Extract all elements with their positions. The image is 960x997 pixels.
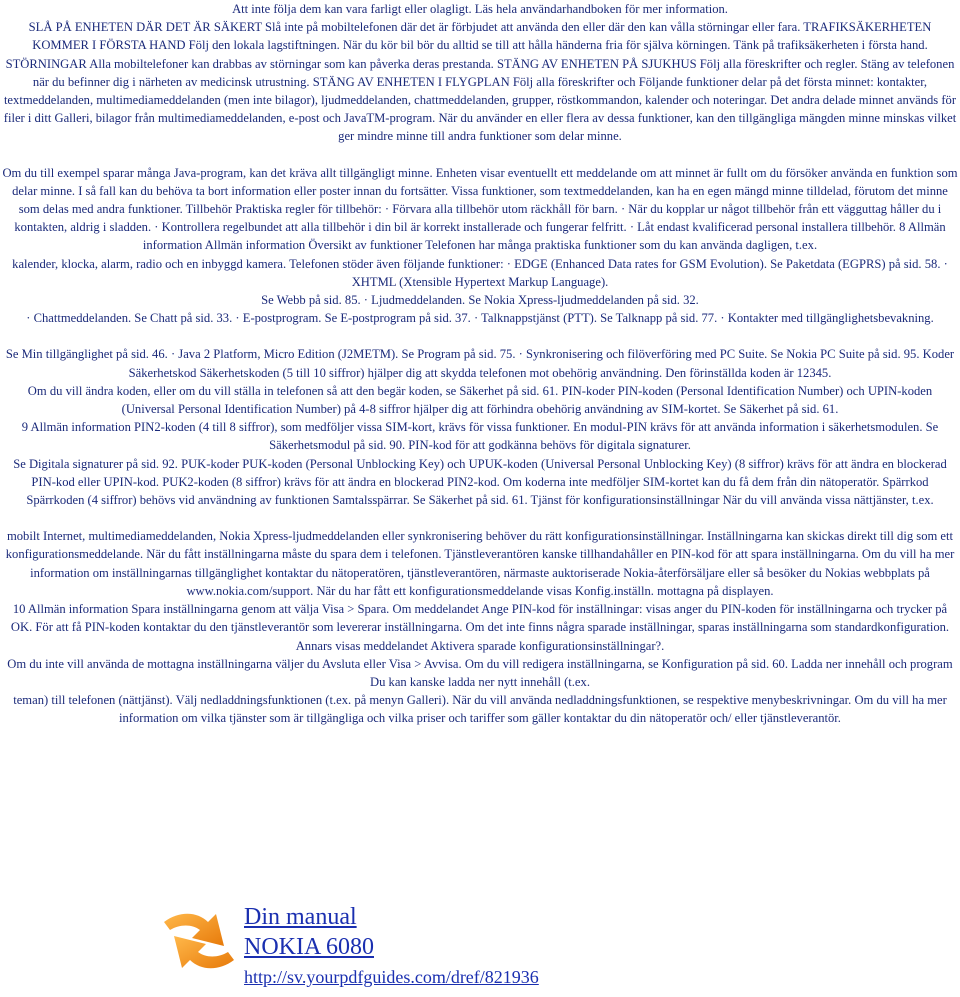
paragraph: 10 Allmän information Spara inställningarna genom att välja Visa > Spara. Om meddelandet Ange PIN-kod för inställningar: visas anger du PIN-koden för inställningarna och trycker på OK. För att få PIN-koden kontaktar du den tjänstleverantör som levererar inställningarna. Om det inte finns några sparade inställningar, sparas inställningarna som standardkonfiguration. Annars visas meddelandet Aktivera sparade konfigurationsinställningar?. bbox=[10, 602, 950, 653]
paragraph: teman) till telefonen (nättjänst). Välj nedladdningsfunktionen (t.ex. på menyn Galleri). När du vill använda nedladdningsfunktionen, se respektive menybeskrivningar. Om du vill ha mer information om vilka tjänster som är tillgängliga och vilka priser och tariffer som gäller kontaktar du din nätoperatör och/ eller tjänstleverantör. bbox=[13, 693, 947, 726]
paragraph: Att inte följa dem kan vara farligt eller olagligt. Läs hela användarhandboken för mer information. bbox=[232, 2, 728, 16]
paragraph: 9 Allmän information PIN2-koden (4 till 8 siffror), som medföljer vissa SIM-kort, krävs för vissa funktioner. En modul-PIN krävs för att använda information i säkerhetsmodulen. Se Säkerhetsmodul på sid. 90. PIN-kod för att godkänna behövs för digitala signaturer. bbox=[21, 420, 939, 453]
arrow-logo-icon bbox=[158, 900, 240, 982]
paragraph: mobilt Internet, multimediameddelanden, Nokia Xpress-ljudmeddelanden eller synkronisering behöver du rätt konfigurationsinställningar. Inställningarna kan skickas direkt till dig som ett konfigurationsmeddelande. När du fått inställningarna måste du spara dem i telefonen. Tjänstleverantören kanske tillhandahåller en PIN-kod för att spara inställningarna. Om du vill ha mer information om inställningarnas tillgänglighet kontaktar du nätoperatören, tjänstleverantören, närmaste auktoriserade Nokia-återförsäljare eller så besöker du Nokias webbplats på www.nokia.com/support. När du har fått ett konfigurationsmeddelande visas Konfig.inställn. mottagna på displayen. bbox=[5, 529, 955, 598]
paragraph: Om du till exempel sparar många Java-program, kan det kräva allt tillgängligt minne. Enheten visar eventuellt ett meddelande om att minnet är fullt om du försöker använda en funktion som delar minne. I så fall kan du behöva ta bort information eller poster innan du fortsätter. Vissa funktioner, som textmeddelanden, kan ha en egen mängd minne tilldelad, förutom det minne som delas med andra funktioner. Tillbehör Praktiska regler för tillbehör: · Förvara alla tillbehör utom räckhåll för barn. · När du kopplar ur något tillbehör från ett vägguttag håller du i kontakten, aldrig i sladden. · Kontrollera regelbundet att alla tillbehör i din bil är korrekt installerade och fungerar felfritt. · Låt endast kvalificerad personal installera tillbehör. 8 Allmän information Allmän information Översikt av funktioner Telefonen har många praktiska funktioner som du kan använda dagligen, t.ex. bbox=[2, 165, 958, 253]
product-link[interactable]: NOKIA 6080 bbox=[244, 934, 374, 960]
paragraph: kalender, klocka, alarm, radio och en inbyggd kamera. Telefonen stöder även följande funktioner: · EDGE (Enhanced Data rates for GSM Evolution). Se Paketdata (EGPRS) på sid. 58. · XHTML (Xtensible Hypertext Markup Language). bbox=[12, 256, 948, 289]
paragraph: Se Min tillgänglighet på sid. 46. · Java 2 Platform, Micro Edition (J2METM). Se Program på sid. 75. · Synkronisering och filöverföring med PC Suite. Se Nokia PC Suite på sid. 95. Koder Säkerhetskod Säkerhetskoden (5 till 10 siffror) hjälper dig att skydda telefonen mot obehörig användning. Den förinställda koden är 12345. bbox=[5, 347, 955, 380]
paragraph: SLÅ PÅ ENHETEN DÄR DET ÄR SÄKERT Slå inte på mobiltelefonen där det är förbjudet att använda den eller där den kan vålla störningar eller fara. TRAFIKSÄKERHETEN KOMMER I FÖRSTA HAND Följ den lokala lagstiftningen. När du kör bil bör du alltid se till att hålla händerna fria för själva körningen. Tänk på trafiksäkerheten i första hand. STÖRNINGAR Alla mobiltelefoner kan drabbas av störningar som kan påverka deras prestanda. STÄNG AV ENHETEN PÅ SJUKHUS Följ alla föreskrifter och regler. Stäng av telefonen när du befinner dig i närheten av medicinsk utrustning. STÄNG AV ENHETEN I FLYGPLAN Följ alla föreskrifter och Följande funktioner delar på det första minnet: kontakter, textmeddelanden, multimediameddelanden (men inte bilagor), ljudmeddelanden, chattmeddelanden, grupper, röstkommandon, kalender och noteringar. Det andra delade minnet används för filer i ditt Galleri, bilagor från multimediameddelanden, e-post och JavaTM-program. När du använder en eller flera av dessa funktioner, kan den tillgängliga mängden minne minskas vilket ger mindre minne till andra funktioner som delar minne. bbox=[3, 20, 957, 144]
paragraph: Om du inte vill använda de mottagna inställningarna väljer du Avsluta eller Visa > Avvisa. Om du vill redigera inställningarna, se Konfiguration på sid. 60. Ladda ner innehåll och program Du kan kanske ladda ner nytt innehåll (t.ex. bbox=[7, 656, 953, 689]
paragraph: · Chattmeddelanden. Se Chatt på sid. 33. · E-postprogram. Se E-postprogram på sid. 37. · Talknappstjänst (PTT). Se Talknapp på sid. 77. · Kontakter med tillgänglighetsbevakning. bbox=[26, 311, 934, 326]
url-link[interactable]: http://sv.yourpdfguides.com/dref/821936 bbox=[244, 967, 539, 987]
footer bbox=[158, 898, 858, 994]
paragraph: Om du vill ändra koden, eller om du vill ställa in telefonen så att den begär koden, se Säkerhet på sid. 61. PIN-koder PIN-koden (Personal Identification Number) och UPIN-koden (Universal Personal Identification Number) på 4-8 siffror hjälper dig att förhindra obehörig användning av SIM-kortet. Se Säkerhet på sid. 61. bbox=[27, 383, 933, 417]
paragraph: Se Webb på sid. 85. · Ljudmeddelanden. Se Nokia Xpress-ljudmeddelanden på sid. 32. bbox=[261, 293, 699, 308]
paragraph: Se Digitala signaturer på sid. 92. PUK-koder PUK-koden (Personal Unblocking Key) och UPUK-koden (Universal Personal Unblocking Key) (8 siffror) krävs för att ändra en blockerad PIN-kod eller UPIN-kod. PUK2-koden (8 siffror) krävs för att ändra en blockerad PIN2-kod. Om koderna inte medföljer SIM-kortet kan du få dem från din nätoperatör. Spärrkod Spärrkoden (4 siffror) behövs vid användning av funktionen Samtalsspärrar. Se Säkerhet på sid. 61. Tjänst för konfigurationsinställningar När du vill använda vissa nättjänster, t.ex. bbox=[13, 456, 947, 508]
manual-link[interactable]: Din manual bbox=[244, 904, 357, 930]
